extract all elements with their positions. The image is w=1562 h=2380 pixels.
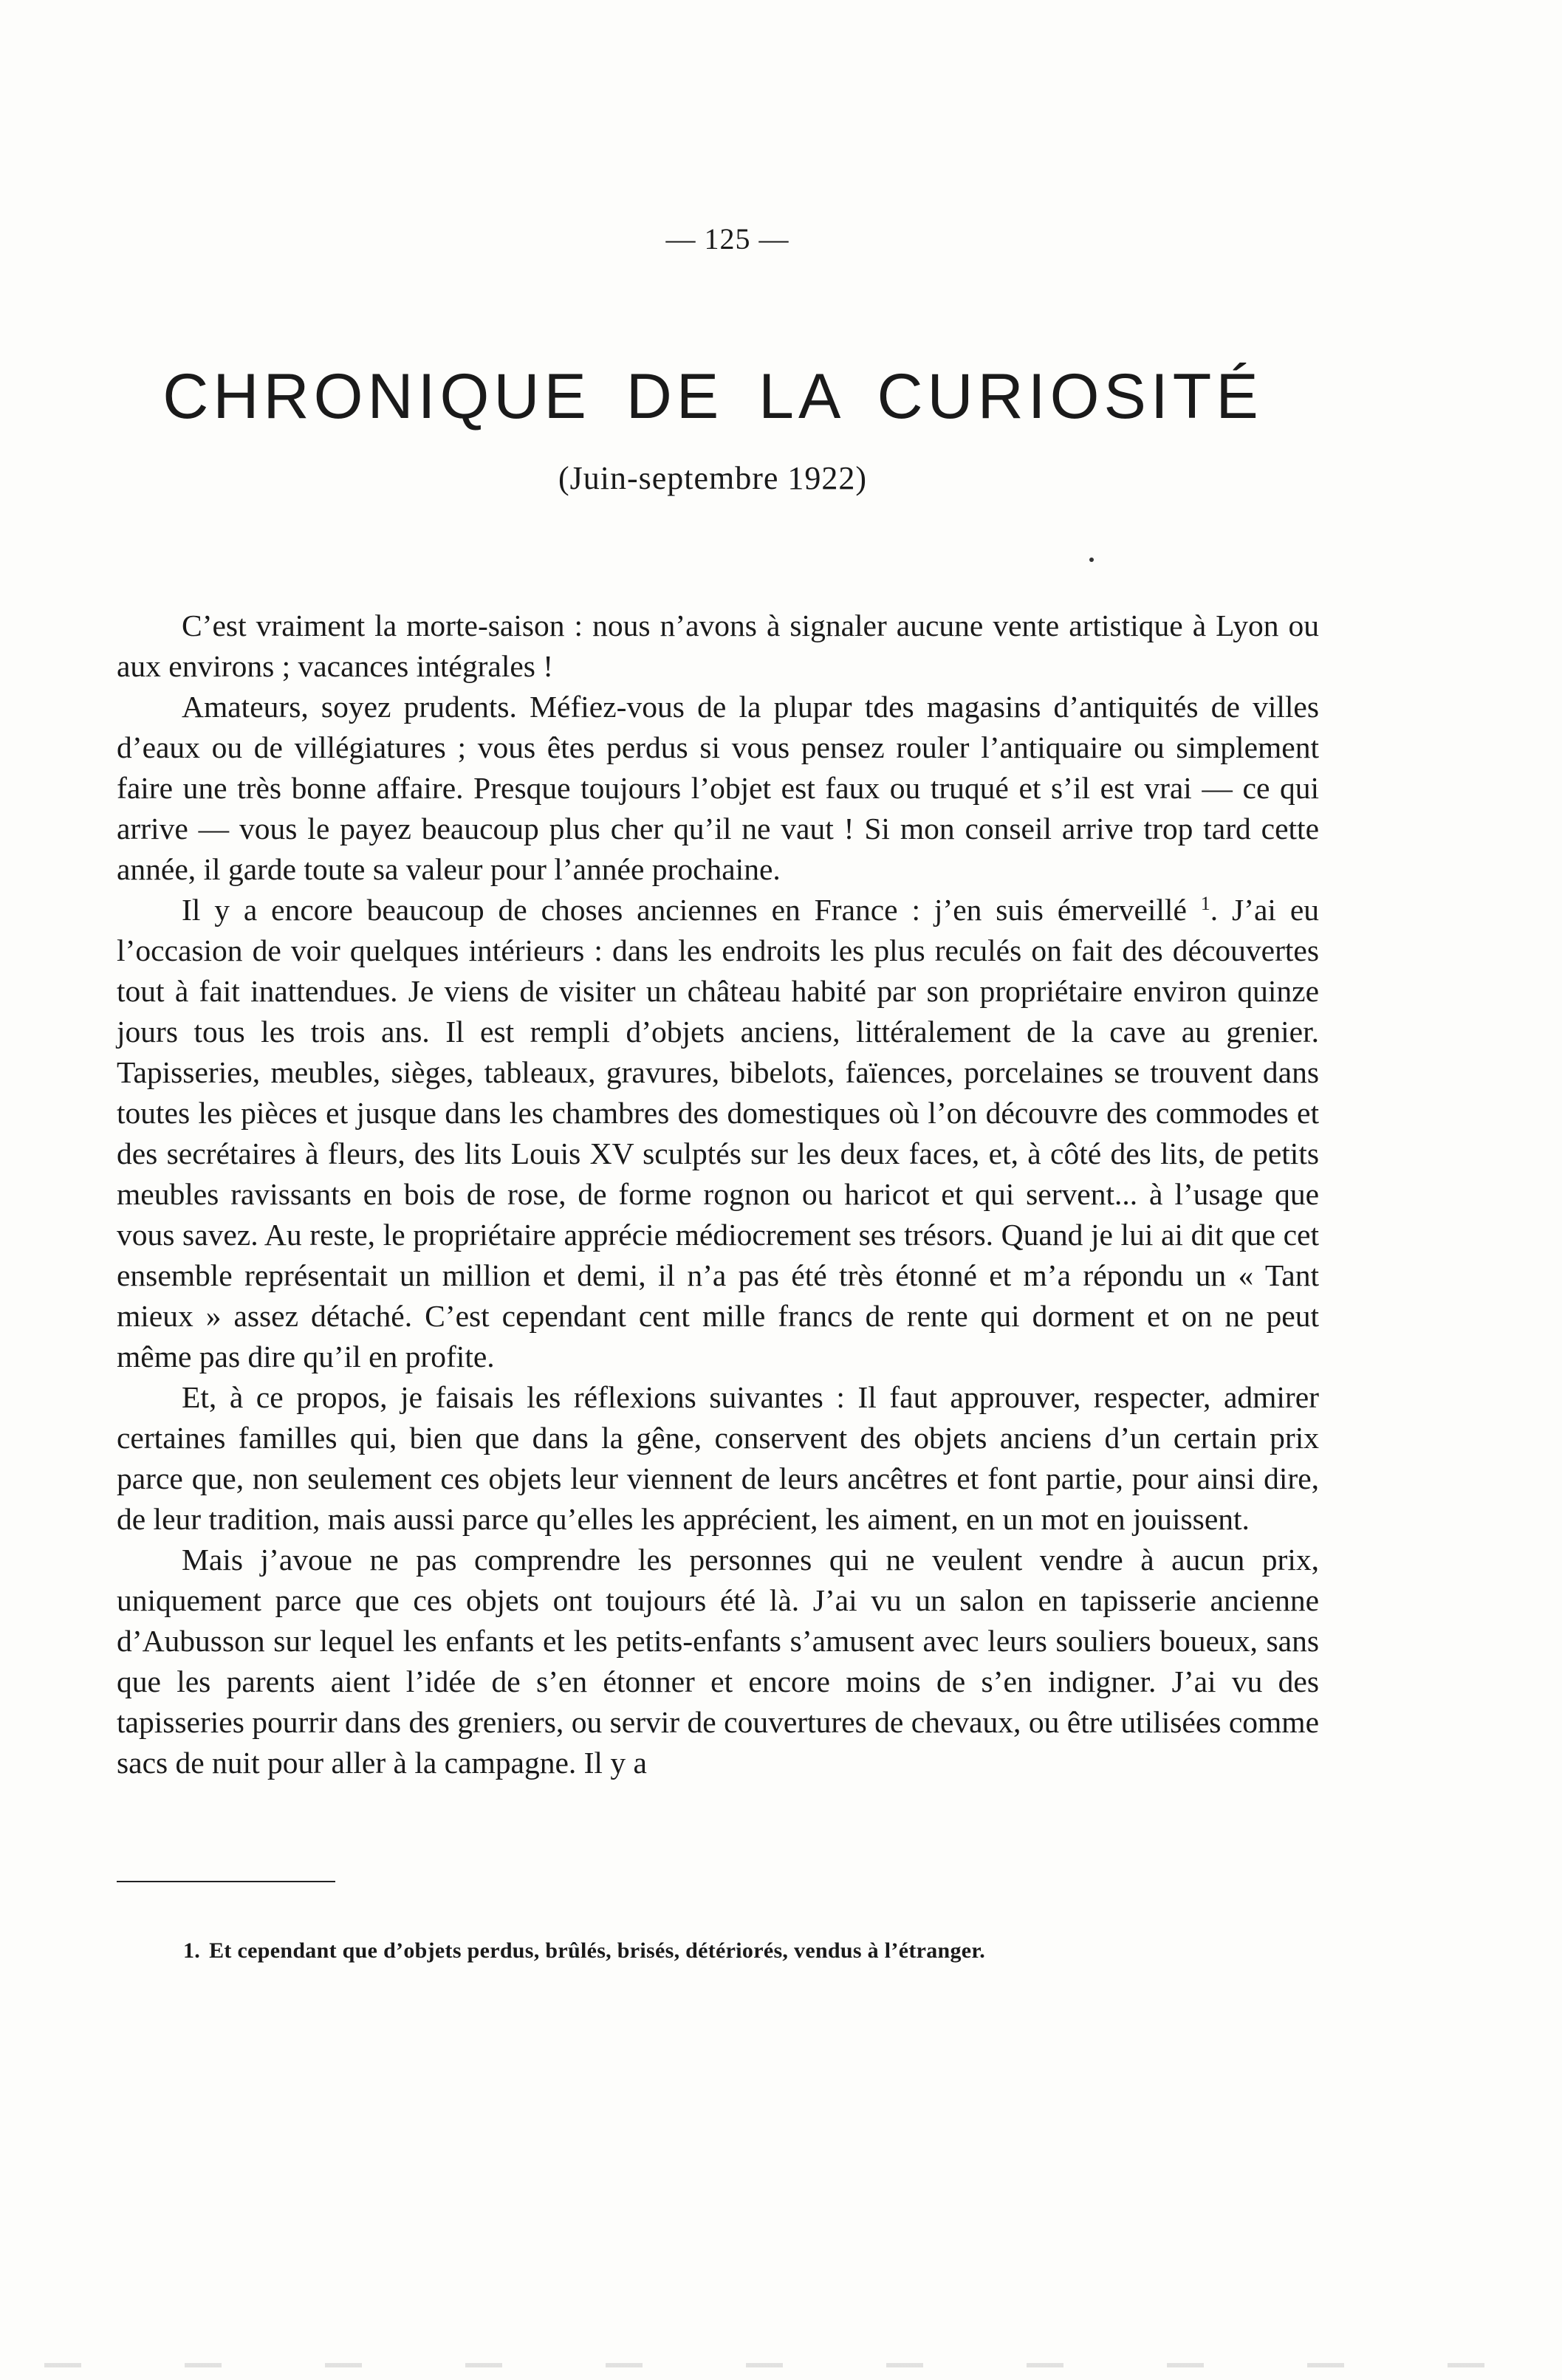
article-title: CHRONIQUE DE LA CURIOSITÉ	[162, 361, 1263, 432]
footnote-reference: 1	[1200, 893, 1210, 914]
paragraph-2: Amateurs, soyez prudents. Méfiez-vous de la plupar tdes magasins d’antiquités de villes d’eaux ou de villégiatures ; vous êtes perdus si vous pensez rouler l’antiquaire ou simplement faire une très bonne affaire. Presque toujours l’objet est faux ou truqué et s’il est vrai — ce qui arrive — vous le payez beaucoup plus cher qu’il ne vaut ! Si mon conseil arrive trop tard cette année, il garde toute sa valeur pour l’année prochaine.	[117, 690, 1319, 886]
footnote-divider	[117, 1881, 335, 1882]
footnote-1	[183, 1936, 1320, 1966]
paragraph-1: C’est vraiment la morte-saison : nous n’avons à signaler aucune vente artistique à Lyon ou aux environs ; vacances intégrales !	[117, 608, 1319, 683]
paragraph-3	[117, 890, 1319, 1377]
article-subtitle: (Juin-septembre 1922)	[558, 460, 868, 496]
print-speck	[1089, 558, 1094, 562]
article-body	[117, 606, 1319, 1783]
paragraph-3-before-ref: Il y a encore beaucoup de choses anciennes en France : j’en suis émerveillé	[182, 893, 1187, 927]
paragraph-5: Mais j’avoue ne pas comprendre les personnes qui ne veulent vendre à aucun prix, uniquement parce que ces objets ont toujours été là. J’ai vu un salon en tapisserie ancienne d’Aubusson sur lequel les enfants et les petits-enfants s’amusent avec leurs souliers boueux, sans que les parents aient l’idée de s’en étonner et encore moins de s’en indigner. J’ai vu des tapisseries pourrir dans des greniers, ou servir de couvertures de chevaux, ou être utilisées comme sacs de nuit pour aller à la campagne. Il y a	[117, 1543, 1319, 1780]
scan-edge-noise	[0, 2363, 1562, 2367]
page-number: — 125 —	[665, 222, 789, 256]
paragraph-3-after-ref: . J’ai eu l’occasion de voir quelques intérieurs : dans les endroits les plus reculés on fait des découvertes tout à fait inattendues. Je viens de visiter un château habité par son propriétaire environ quinze jours tous les trois ans. Il est rempli d’objets anciens, littéralement de la cave au grenier. Tapisseries, meubles, sièges, tableaux, gravures, bibelots, faïences, porcelaines se trouvent dans toutes les pièces et jusque dans les chambres des domestiques où l’on découvre des commodes et des secrétaires à fleurs, des lits Louis XV sculptés sur les deux faces, et, à côté des lits, de petits meubles ravissants en bois de rose, de forme rognon ou haricot et qui servent... à l’usage que vous savez. Au reste, le propriétaire apprécie médiocrement ses trésors. Quand je lui ai dit que cet ensemble représentait un million et demi, il n’a pas été très étonné et m’a répondu un « Tant mieux » assez détaché. C’est cependant cent mille francs de rente qui dorment et on ne peut même pas dire qu’il en profite.	[117, 893, 1320, 1374]
footnote-text: Et cependant que d’objets perdus, brûlés, brisés, détériorés, vendus à l’étranger.	[209, 1938, 986, 1963]
footnote-number: 1.	[183, 1938, 201, 1963]
paragraph-4: Et, à ce propos, je faisais les réflexions suivantes : Il faut approuver, respecter, admirer certaines familles qui, bien que dans la gêne, conservent des objets anciens d’un certain prix parce que, non seulement ces objets leur viennent de leurs ancêtres et font partie, pour ainsi dire, de leur tradition, mais aussi parce qu’elles les apprécient, les aiment, en un mot en jouissent.	[117, 1380, 1319, 1536]
